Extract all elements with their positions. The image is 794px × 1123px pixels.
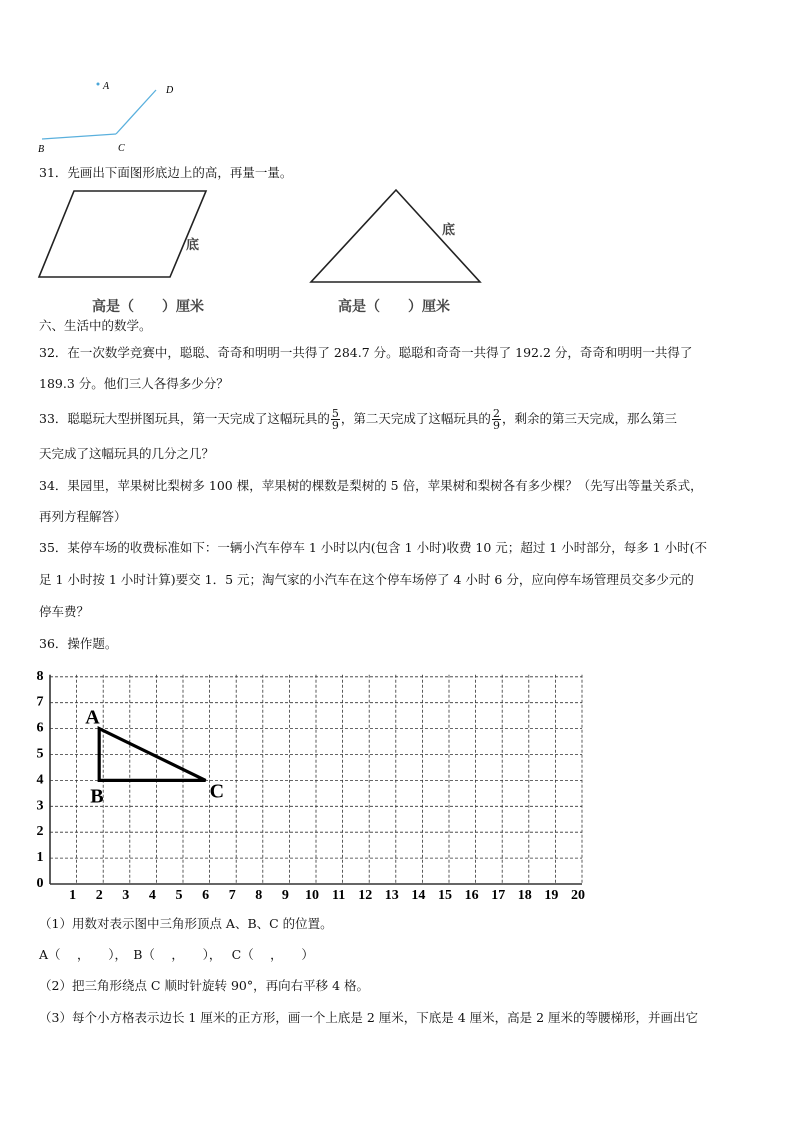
y-tick-label: 0 bbox=[36, 876, 44, 891]
x-tick-label: 16 bbox=[464, 888, 479, 903]
x-tick-label: 10 bbox=[305, 888, 319, 903]
question-35-line3: 停车费？ bbox=[39, 604, 90, 619]
question-34-line1: 34．果园里，苹果树比梨树多 100 棵，苹果树的棵数是梨树的 5 倍，苹果树和梨树各有多少棵？（先写出等量关系式， bbox=[39, 478, 703, 493]
parallelogram bbox=[39, 191, 206, 277]
question-36-sub2: （2）把三角形绕点 C 顺时针旋转 90°，再向右平移 4 格。 bbox=[39, 978, 369, 993]
x-tick-label: 12 bbox=[358, 888, 373, 903]
y-tick-label: 6 bbox=[36, 720, 44, 736]
x-tick-label: 18 bbox=[517, 888, 532, 903]
x-tick-label: 1 bbox=[69, 888, 77, 903]
x-tick-label: 9 bbox=[281, 888, 289, 903]
label-a: A bbox=[103, 81, 110, 92]
question-36-sub1: （1）用数对表示图中三角形顶点 A、B、C 的位置。 bbox=[39, 916, 333, 931]
x-tick-label: 5 bbox=[175, 888, 183, 903]
fraction-2-9: $\frac{2}{9}$ bbox=[492, 407, 500, 432]
y-tick-label: 1 bbox=[36, 850, 44, 866]
x-tick-label: 15 bbox=[438, 888, 452, 903]
question-36-title: 36．操作题。 bbox=[39, 636, 118, 651]
label-d: D bbox=[166, 85, 174, 96]
vertex-label-c: C bbox=[209, 780, 225, 803]
angle-figure bbox=[30, 76, 200, 156]
x-tick-label: 13 bbox=[384, 888, 399, 903]
height-caption-1: 高是（ ）厘米 bbox=[92, 299, 204, 315]
x-tick-label: 3 bbox=[122, 888, 130, 903]
x-tick-label: 8 bbox=[255, 888, 263, 903]
question-34-line2: 再列方程解答） bbox=[39, 509, 127, 524]
question-35-line1: 35．某停车场的收费标准如下：一辆小汽车停车 1 小时以内(包含 1 小时)收费 10 元；超过 1 小时部分，每多 1 小时(不 bbox=[39, 540, 707, 555]
q33-part3: ，剩余的第三天完成，那么第三 bbox=[501, 411, 677, 426]
question-36-sub1-answer: A（ ， ）， B（ ， ）， C（ ， ） bbox=[39, 947, 314, 962]
section-6-heading: 六、生活中的数学。 bbox=[39, 318, 152, 333]
y-tick-label: 5 bbox=[36, 746, 44, 762]
q33-part2: ，第二天完成了这幅玩具的 bbox=[340, 411, 491, 426]
question-33-line2: 天完成了这幅玩具的几分之几？ bbox=[39, 446, 215, 461]
vertex-label-a: A bbox=[85, 706, 100, 729]
fraction-5-9: $\frac{5}{9}$ bbox=[331, 407, 339, 432]
x-tick-label: 17 bbox=[491, 888, 506, 903]
x-tick-label: 7 bbox=[228, 888, 236, 903]
question-31: 31．先画出下面图形底边上的高，再量一量。 bbox=[39, 165, 293, 180]
base-label-2: 底 bbox=[442, 222, 456, 237]
ray-cb bbox=[42, 134, 116, 139]
x-tick-label: 20 bbox=[571, 888, 585, 903]
question-36-sub3: （3）每个小方格表示边长 1 厘米的正方形，画一个上底是 2 厘米，下底是 4 厘米，高是 2 厘米的等腰梯形，并画出它 bbox=[39, 1010, 699, 1025]
question-35-line2: 足 1 小时按 1 小时计算)要交 1．5 元；淘气家的小汽车在这个停车场停了 4 小时 6 分，应向停车场管理员交多少元的 bbox=[39, 572, 694, 587]
y-tick-label: 4 bbox=[36, 772, 44, 788]
base-label: 底 bbox=[186, 237, 200, 252]
y-tick-label: 8 bbox=[36, 668, 44, 684]
point-a-dot bbox=[97, 83, 100, 86]
y-tick-label: 2 bbox=[36, 824, 44, 840]
height-caption-2: 高是（ ）厘米 bbox=[338, 299, 450, 315]
question-32-line1: 32．在一次数学竞赛中，聪聪、奇奇和明明一共得了 284.7 分。聪聪和奇奇一共得了 192.2 分，奇奇和明明一共得了 bbox=[39, 345, 693, 360]
y-tick-label: 3 bbox=[36, 798, 44, 814]
x-tick-label: 19 bbox=[544, 888, 559, 903]
x-tick-label: 11 bbox=[331, 888, 346, 903]
q33-part1: 33．聪聪玩大型拼图玩具，第一天完成了这幅玩具的 bbox=[39, 411, 330, 426]
vertex-label-b: B bbox=[90, 785, 104, 808]
coordinate-grid bbox=[30, 664, 630, 904]
parallelogram-figure bbox=[36, 188, 236, 283]
x-tick-label: 6 bbox=[202, 888, 210, 903]
x-tick-label: 14 bbox=[411, 888, 426, 903]
ray-cd bbox=[116, 90, 156, 134]
x-tick-label: 4 bbox=[148, 888, 156, 903]
x-tick-label: 2 bbox=[95, 888, 103, 903]
triangle-figure bbox=[306, 186, 486, 286]
label-b: B bbox=[38, 144, 45, 155]
y-tick-label: 7 bbox=[36, 694, 44, 710]
question-33-line1 bbox=[39, 402, 677, 436]
label-c: C bbox=[118, 143, 125, 154]
question-32-line2: 189.3 分。他们三人各得多少分？ bbox=[39, 376, 229, 391]
